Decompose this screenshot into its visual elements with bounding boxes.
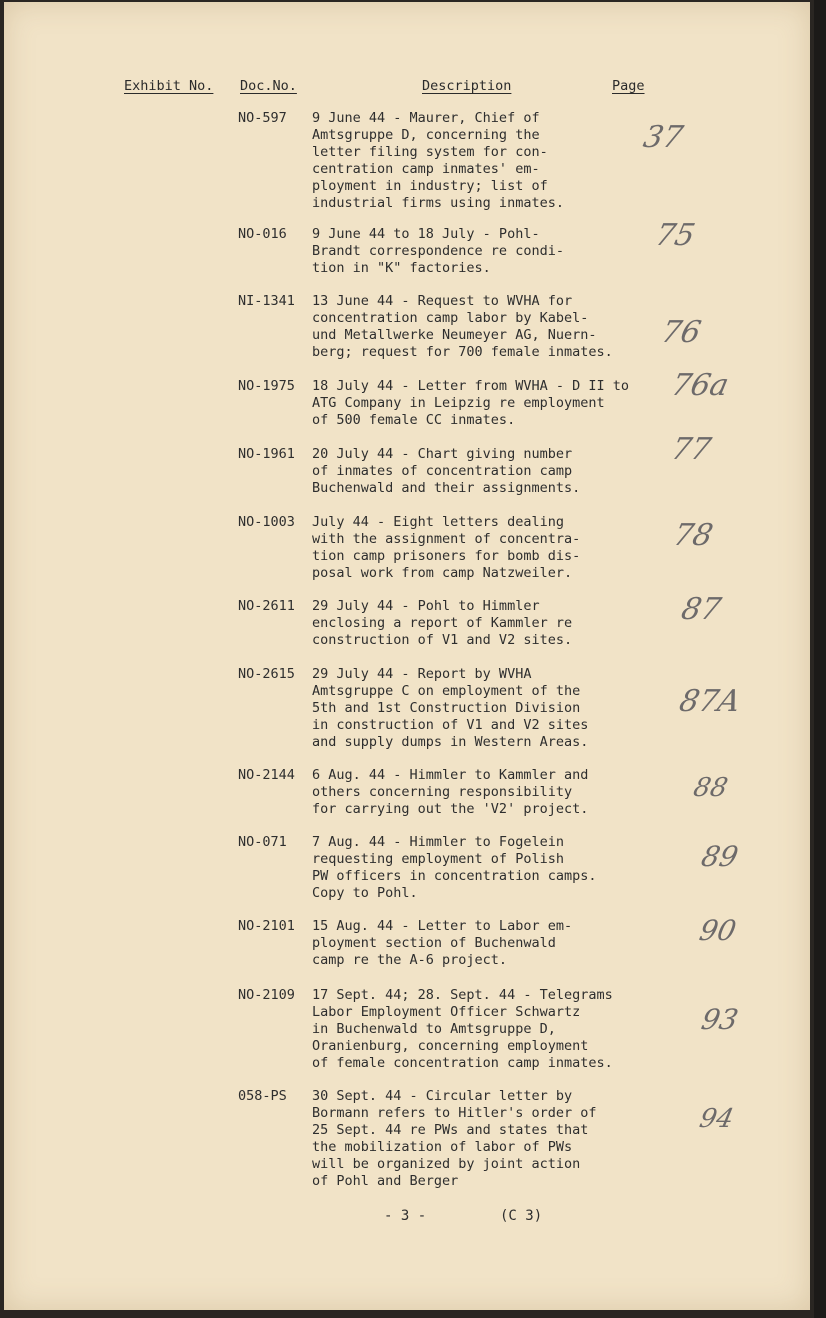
- doc-number: NO-597: [238, 110, 287, 126]
- description: 13 June 44 - Request to WVHA for concentration camp labor by Kabel- und Metallwerke Neumeyer AG, Nuern- berg; request for 700 female inmates.: [312, 293, 613, 360]
- doc-number: NO-2101: [238, 918, 295, 934]
- description: 9 June 44 - Maurer, Chief of Amtsgruppe D, concerning the letter filing system for con- centration camp inmates' em- ployment in industry; list of industrial firms using inmates.: [312, 110, 564, 211]
- doc-number: NO-2109: [238, 987, 295, 1003]
- description: 6 Aug. 44 - Himmler to Kammler and others concerning responsibility for carrying out the 'V2' project.: [312, 767, 589, 817]
- page-reference: 89: [698, 840, 742, 873]
- page-reference: 37: [640, 120, 686, 155]
- header-doc-no: Doc.No.: [240, 78, 297, 94]
- page-reference: 94: [696, 1104, 737, 1134]
- page-reference: 88: [690, 773, 731, 803]
- page-reference: 78: [670, 518, 716, 553]
- description: 7 Aug. 44 - Himmler to Fogelein requesting employment of Polish PW officers in concentration camps. Copy to Pohl.: [312, 834, 597, 901]
- scan-edge: [814, 0, 826, 1318]
- page-reference: 93: [698, 1003, 742, 1036]
- page-reference: 76: [658, 315, 704, 350]
- page-reference: 90: [696, 914, 740, 947]
- doc-number: NO-2611: [238, 598, 295, 614]
- header-exhibit-no: Exhibit No.: [124, 78, 214, 94]
- description: 29 July 44 - Report by WVHA Amtsgruppe C on employment of the 5th and 1st Construction Division in construction of V1 and V2 sites and supply dumps in Western Areas.: [312, 666, 589, 750]
- doc-number: NO-016: [238, 226, 287, 242]
- description: 17 Sept. 44; 28. Sept. 44 - Telegrams Labor Employment Officer Schwartz in Buchenwald to Amtsgruppe D, Oranienburg, concerning employment of female concentration camp inmates.: [312, 987, 613, 1071]
- page-reference: 77: [668, 432, 714, 467]
- description: 9 June 44 to 18 July - Pohl- Brandt correspondence re condi- tion in "K" factories.: [312, 226, 564, 276]
- doc-number: NO-1003: [238, 514, 295, 530]
- doc-number: 058-PS: [238, 1088, 287, 1104]
- description: 18 July 44 - Letter from WVHA - D II to ATG Company in Leipzig re employment of 500 female CC inmates.: [312, 378, 629, 428]
- section-label: (C 3): [500, 1208, 543, 1224]
- document-page: [4, 2, 810, 1310]
- header-description: Description: [422, 78, 512, 94]
- doc-number: NI-1341: [238, 293, 295, 309]
- description: 15 Aug. 44 - Letter to Labor em- ployment section of Buchenwald camp re the A-6 project.: [312, 918, 573, 968]
- description: July 44 - Eight letters dealing with the assignment of concentra- tion camp prisoners for bomb dis- posal work from camp Natzweiler.: [312, 514, 581, 581]
- doc-number: NO-1975: [238, 378, 295, 394]
- description: 29 July 44 - Pohl to Himmler enclosing a report of Kammler re construction of V1 and V2 sites.: [312, 598, 573, 648]
- description: 30 Sept. 44 - Circular letter by Bormann refers to Hitler's order of 25 Sept. 44 re PWs and states that the mobilization of labor of PWs will be organized by joint action of Pohl and Berger: [312, 1088, 597, 1189]
- doc-number: NO-071: [238, 834, 287, 850]
- doc-number: NO-1961: [238, 446, 295, 462]
- page-number: - 3 -: [384, 1208, 427, 1224]
- doc-number: NO-2144: [238, 767, 295, 783]
- page-reference: 87A: [676, 684, 744, 719]
- header-page: Page: [612, 78, 645, 94]
- page-reference: 75: [652, 218, 698, 253]
- page-reference: 76a: [668, 368, 732, 403]
- doc-number: NO-2615: [238, 666, 295, 682]
- description: 20 July 44 - Chart giving number of inmates of concentration camp Buchenwald and their assignments.: [312, 446, 581, 496]
- page-reference: 87: [678, 592, 724, 627]
